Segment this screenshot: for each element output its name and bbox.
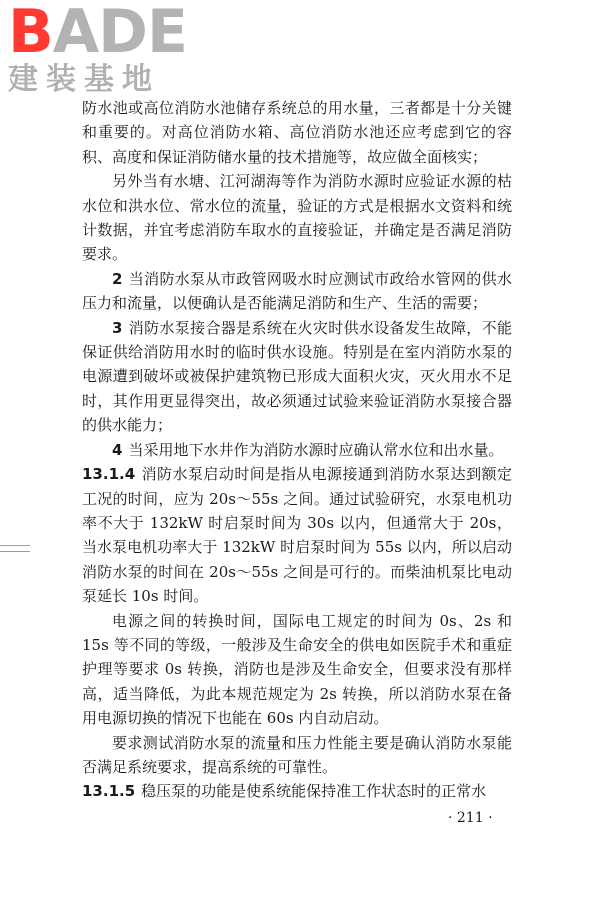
clause-text: 稳压泵的功能是使系统能保持准工作状态时的正常水 — [141, 782, 487, 801]
clause-text: 消防水泵启动时间是指从电源接通到消防水泵达到额定工况的时间，应为 20s～55s 之间。通过试验研究，水泵电机功率不大于 132kW 时启泵时间为 30s 以内，但通常大于 20s，当水泵电机功率大于 132kW 时启泵时间为 55s 以内，所以启动消防水泵的时间在 20s～55s 之间是可行的。而柴油机泵比电动泵延长 10s 时间。 — [82, 465, 512, 606]
list-item-3 — [82, 316, 512, 438]
logo-accent-letter: B — [8, 0, 53, 67]
paragraph: 电源之间的转换时间，国际电工规定的时间为 0s、2s 和 15s 等不同的等级，一般涉及生命安全的供电如医院手术和重症护理等要求 0s 转换，消防也是涉及生命安全，但要求没有那样高，适当降低，为此本规范规定为 2s 转换，所以消防水泵在备用电源切换的情况下也能在 60s 内自动启动。 — [82, 611, 512, 728]
logo-wordmark-rest: ADE — [52, 0, 187, 67]
logo-subtitle: 建装基地 — [8, 62, 160, 97]
document-body — [82, 96, 512, 804]
logo — [8, 0, 187, 97]
margin-mark — [0, 545, 30, 552]
item-text: 当消防水泵从市政管网吸水时应测试市政给水管网的供水压力和流量，以便确认是否能满足消防和生产、生活的需要； — [82, 269, 512, 313]
list-item-2 — [82, 267, 512, 316]
item-text: 消防水泵接合器是系统在火灾时供水设备发生故障，不能保证供给消防用水时的临时供水设施。特别是在室内消防水泵的电源遭到破坏或被保护建筑物已形成大面积火灾，灭火用水不足时，其作用更显得突出，故必须通过试验来验证消防水泵接合器的供水能力； — [82, 318, 512, 435]
item-text: 当采用地下水井作为消防水源时应确认常水位和出水量。 — [128, 440, 504, 459]
item-number: 2 — [112, 269, 123, 288]
clause-13-1-4 — [82, 462, 512, 608]
clause-number: 13.1.5 — [82, 782, 136, 801]
item-number: 3 — [112, 318, 123, 337]
paragraph-continuation: 防水池或高位消防水池储存系统总的用水量，三者都是十分关键和重要的。对高位消防水箱、高位消防水池还应考虑到它的容积、高度和保证消防储水量的技术措施等，故应做全面核实； — [82, 99, 512, 166]
list-item-4 — [82, 438, 512, 462]
item-number: 4 — [112, 440, 123, 459]
clause-number: 13.1.4 — [82, 465, 136, 484]
paragraph: 要求测试消防水泵的流量和压力性能主要是确认消防水泵能否满足系统要求，提高系统的可靠性。 — [82, 733, 512, 776]
page-number: · 211 · — [448, 810, 493, 826]
clause-13-1-5 — [82, 779, 512, 803]
paragraph: 另外当有水塘、江河湖海等作为消防水源时应验证水源的枯水位和洪水位、常水位的流量，验证的方式是根据水文资料和统计数据，并宜考虑消防车取水的直接验证，并确定是否满足消防要求。 — [82, 172, 512, 264]
logo-wordmark — [8, 0, 187, 67]
